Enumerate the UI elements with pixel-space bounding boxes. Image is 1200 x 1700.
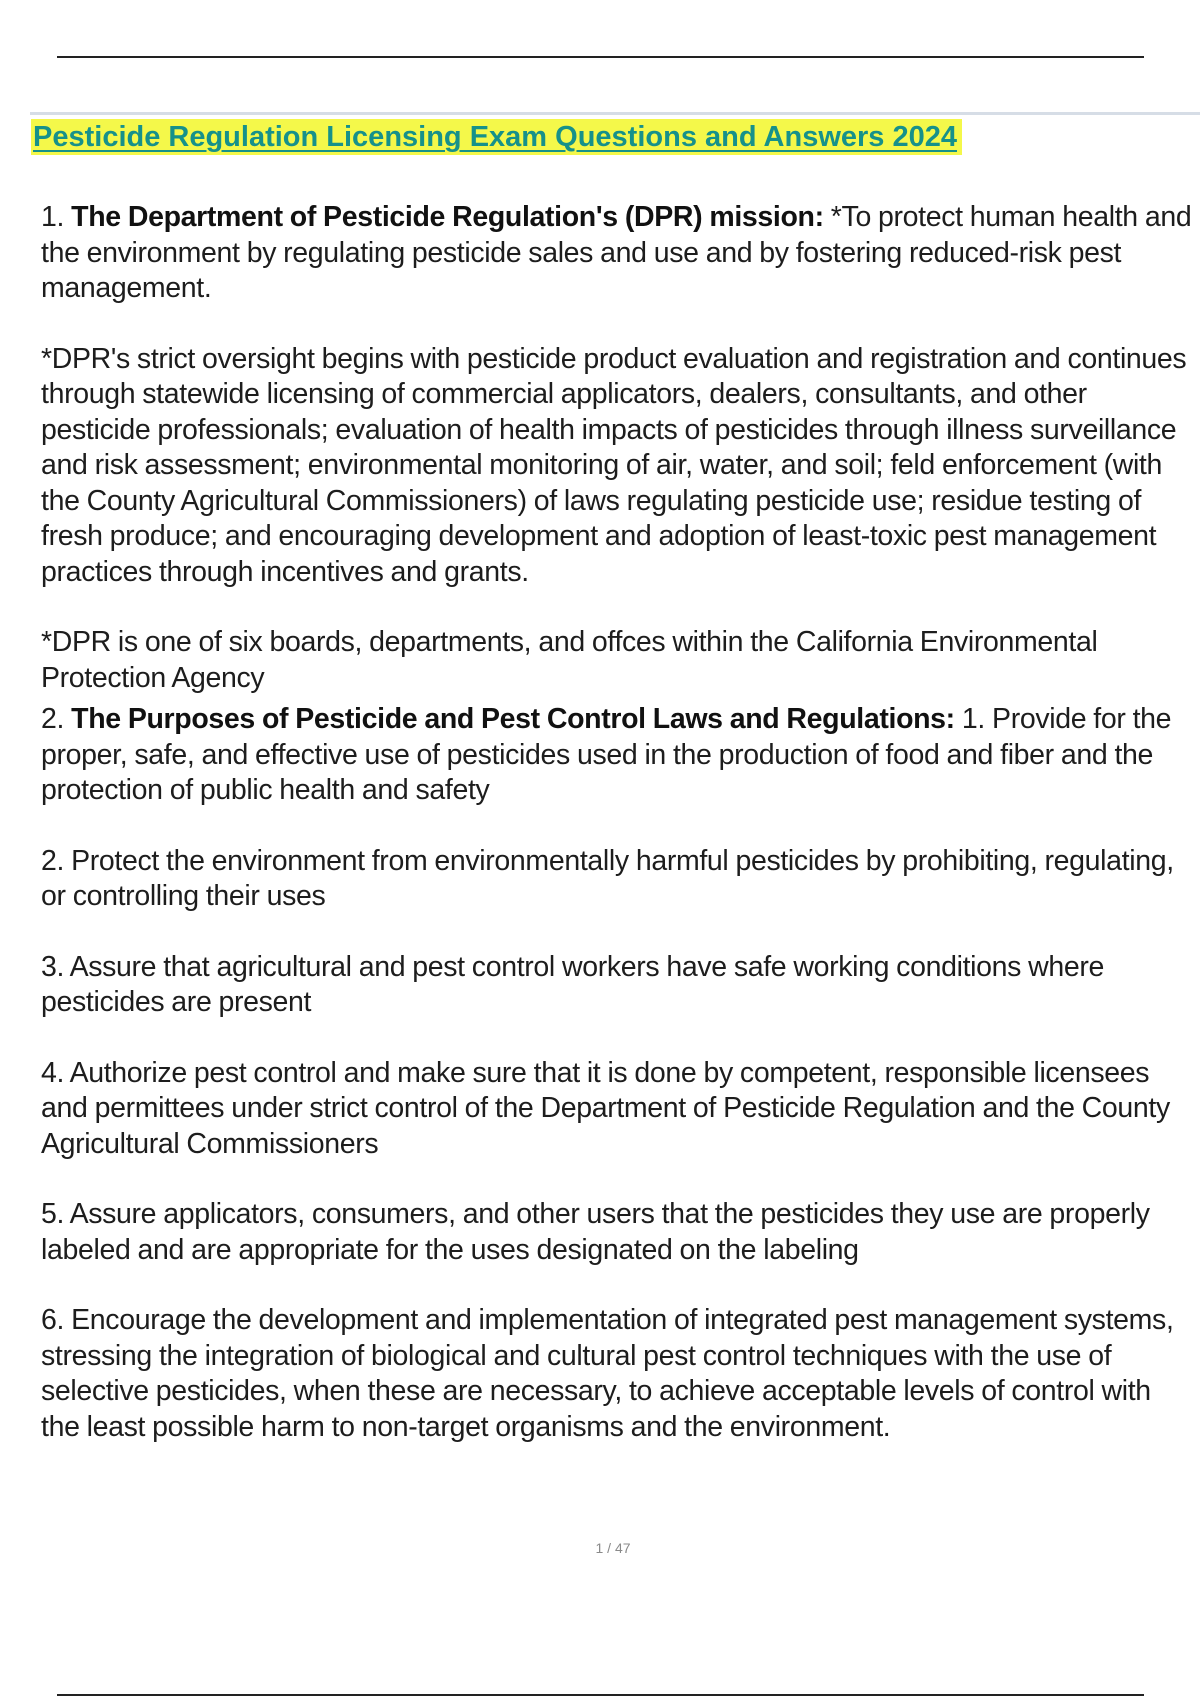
page-indicator: 1 / 47: [595, 1540, 631, 1556]
question-2-answer: 1. Provide for the proper, safe, and effective use of pesticides used in the production of food and fiber and the protection of public health and safety: [41, 703, 1172, 806]
question-2-paragraph: 5. Assure applicators, consumers, and other users that the pesticides they use are properly labeled and are appropriate for the uses designated on the labeling: [41, 1198, 1150, 1266]
question-2-paragraph: 3. Assure that agricultural and pest control workers have safe working conditions where pesticides are present: [41, 950, 1104, 1018]
question-1-term: The Department of Pesticide Regulation's (DPR) mission:: [71, 201, 824, 233]
question-1-paragraph: *DPR is one of six boards, departments, and offces within the California Environmental Protection Agency: [41, 626, 1098, 694]
document-title: Pesticide Regulation Licensing Exam Questions and Answers 2024: [31, 119, 962, 155]
question-1: [41, 200, 1196, 307]
question-1-paragraph: *DPR's strict oversight begins with pesticide product evaluation and registration and continues through statewide licensing of commercial applicators, dealers, consultants, and other pesticide professionals; evaluation of health impacts of pesticides through illness surveillance and risk assessment; environmental monitoring of air, water, and soil; feld enforcement (with the County Agricultural Commissioners) of laws regulating pesticide use; residue testing of fresh produce; and encouraging development and adoption of least-toxic pest management practices through incentives and grants.: [41, 342, 1187, 588]
question-2-paragraph: 2. Protect the environment from environmentally harmful pesticides by prohibiting, regulating, or controlling their uses: [41, 844, 1174, 912]
footer-rule: [57, 1694, 1144, 1696]
question-2: [41, 702, 1196, 809]
question-2-term: The Purposes of Pesticide and Pest Control Laws and Regulations:: [71, 703, 955, 735]
question-1-number: 1.: [41, 201, 65, 233]
question-2-number: 2.: [41, 703, 65, 735]
header-rule: [57, 56, 1144, 58]
question-2-paragraph: 4. Authorize pest control and make sure that it is done by competent, responsible licensees and permittees under strict control of the Department of Pesticide Regulation and the County Agricultural Commissioners: [41, 1056, 1170, 1160]
document-body: [41, 200, 1196, 1445]
question-1-answer: *To protect human health and the environment by regulating pesticide sales and use and by fostering reduced-risk pest management.: [41, 201, 1192, 304]
title-band-line: [30, 112, 1200, 115]
question-2-paragraph: 6. Encourage the development and implementation of integrated pest management systems, stressing the integration of biological and cultural pest control techniques with the use of selective pesticides, when these are necessary, to achieve acceptable levels of control with the least possible harm to non-target organisms and the environment.: [41, 1304, 1174, 1443]
